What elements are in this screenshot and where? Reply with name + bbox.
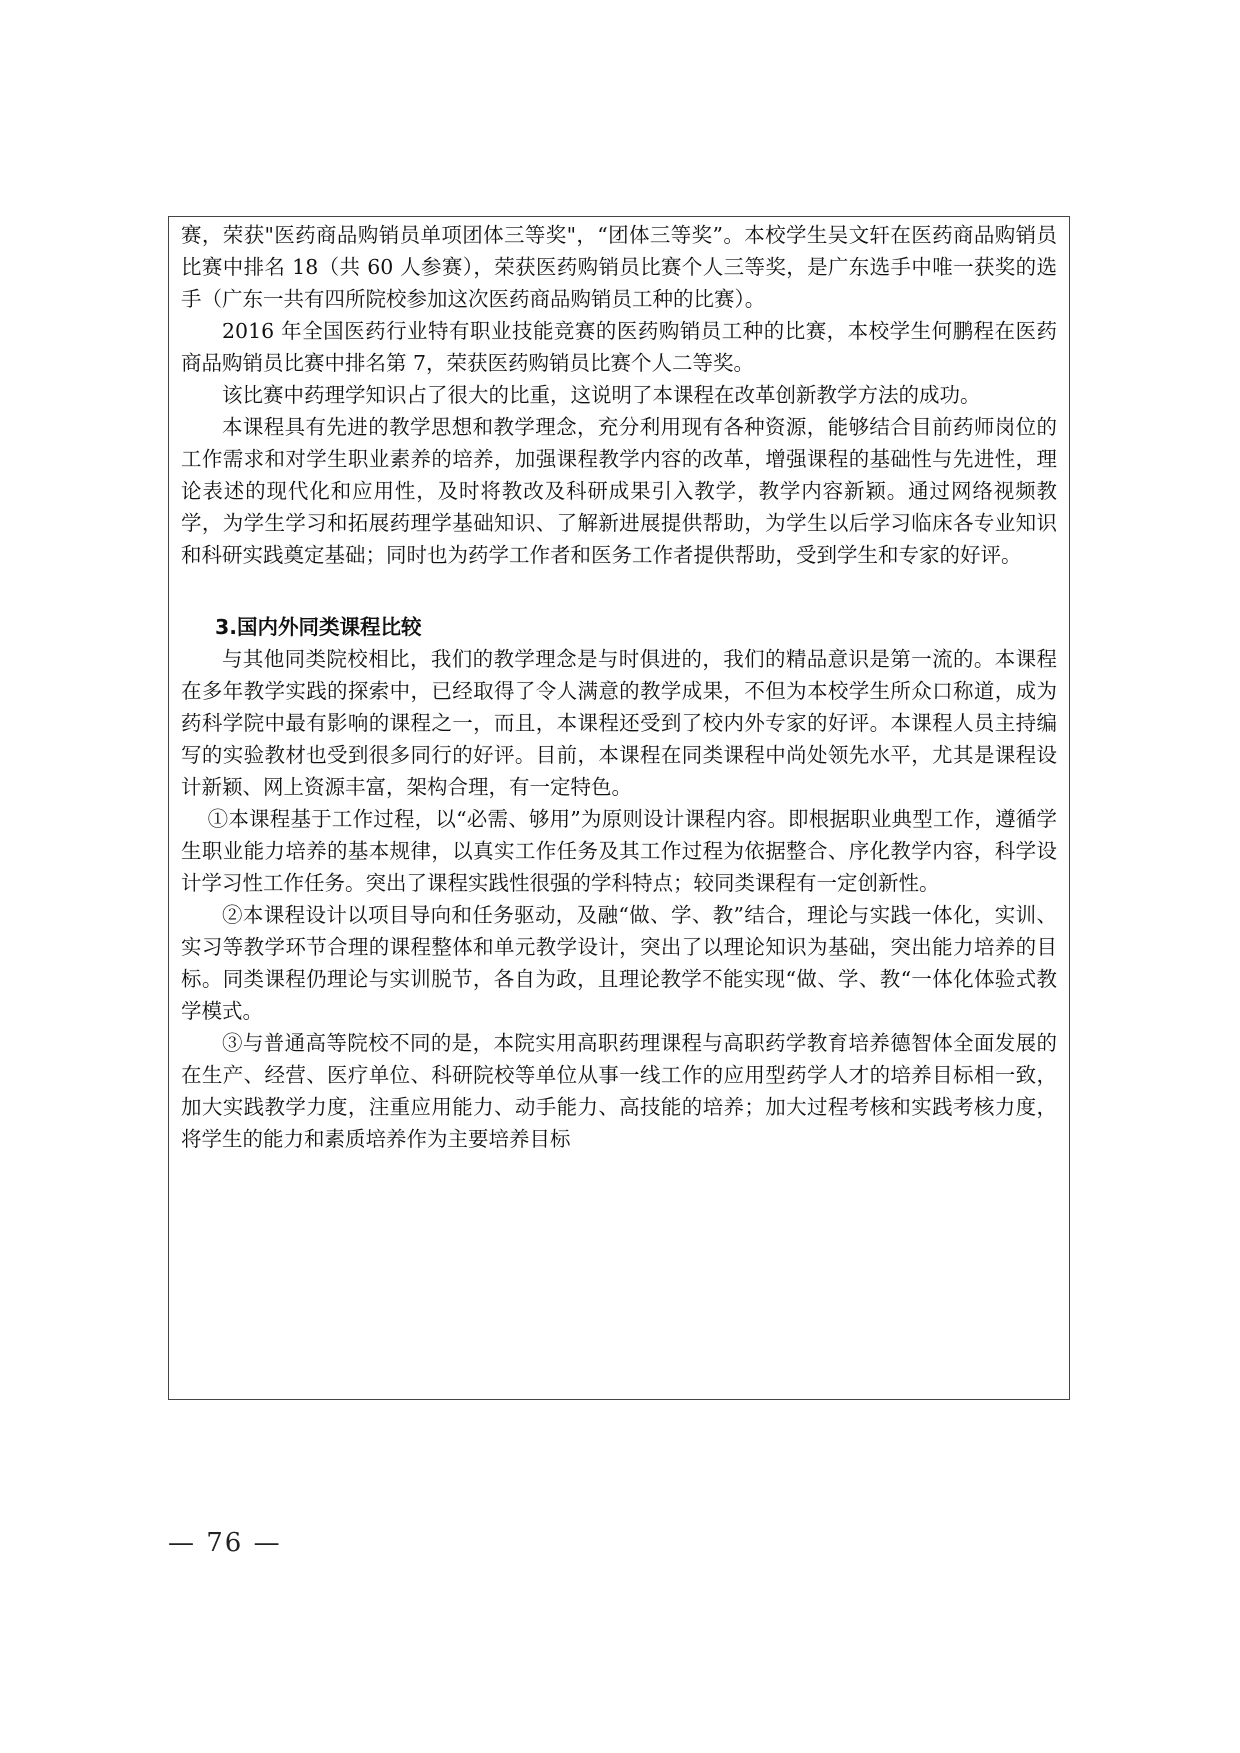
- content-box: [168, 216, 1070, 1400]
- paragraph-point-1: ①本课程基于工作过程，以“必需、够用”为原则设计课程内容。即根据职业典型工作，遵循学生职业能力培养的基本规律，以真实工作任务及其工作过程为依据整合、序化教学内容，科学设计学习性工作任务。突出了课程实践性很强的学科特点；较同类课程有一定创新性。: [181, 807, 1057, 895]
- content-body: [181, 219, 1057, 1155]
- paragraph-point-3: ③与普通高等院校不同的是，本院实用高职药理课程与高职药学教育培养德智体全面发展的在生产、经营、医疗单位、科研院校等单位从事一线工作的应用型药学人才的培养目标相一致，加大实践教学力度，注重应用能力、动手能力、高技能的培养；加大过程考核和实践考核力度，将学生的能力和素质培养作为主要培养目标: [181, 1031, 1057, 1151]
- section-heading: 3.国内外同类课程比较: [215, 615, 422, 639]
- paragraph-point-2: ②本课程设计以项目导向和任务驱动，及融“做、学、教”结合，理论与实践一体化，实训、实习等教学环节合理的课程整体和单元教学设计，突出了以理论知识为基础，突出能力培养的目标。同类课程仍理论与实训脱节，各自为政，且理论教学不能实现“做、学、教“一体化体验式教学模式。: [181, 903, 1057, 1023]
- paragraph-competition-summary: 该比赛中药理学知识占了很大的比重，这说明了本课程在改革创新教学方法的成功。: [222, 383, 981, 407]
- paragraph-2016-competition: 2016 年全国医药行业特有职业技能竞赛的医药购销员工种的比赛，本校学生何鹏程在医药商品购销员比赛中排名第 7，荣获医药购销员比赛个人二等奖。: [181, 319, 1057, 375]
- paragraph-continuation: 赛，荣获"医药商品购销员单项团体三等奖"，“团体三等奖”。本校学生吴文轩在医药商品购销员比赛中排名 18（共 60 人参赛），荣获医药购销员比赛个人三等奖，是广东选手中唯一获奖的选手（广东一共有四所院校参加这次医药商品购销员工种的比赛）。: [181, 223, 1057, 311]
- paragraph-comparison-intro: 与其他同类院校相比，我们的教学理念是与时俱进的，我们的精品意识是第一流的。本课程在多年教学实践的探索中，已经取得了令人满意的教学成果，不但为本校学生所众口称道，成为药科学院中最有影响的课程之一，而且，本课程还受到了校内外专家的好评。本课程人员主持编写的实验教材也受到很多同行的好评。目前，本课程在同类课程中尚处领先水平，尤其是课程设计新颖、网上资源丰富，架构合理，有一定特色。: [181, 647, 1057, 799]
- page-number: — 76 —: [168, 1528, 282, 1558]
- paragraph-course-features: 本课程具有先进的教学思想和教学理念，充分利用现有各种资源，能够结合目前药师岗位的工作需求和对学生职业素养的培养，加强课程教学内容的改革，增强课程的基础性与先进性，理论表述的现代化和应用性，及时将教改及科研成果引入教学，教学内容新颖。通过网络视频教学，为学生学习和拓展药理学基础知识、了解新进展提供帮助，为学生以后学习临床各专业知识和科研实践奠定基础；同时也为药学工作者和医务工作者提供帮助，受到学生和专家的好评。: [181, 415, 1057, 567]
